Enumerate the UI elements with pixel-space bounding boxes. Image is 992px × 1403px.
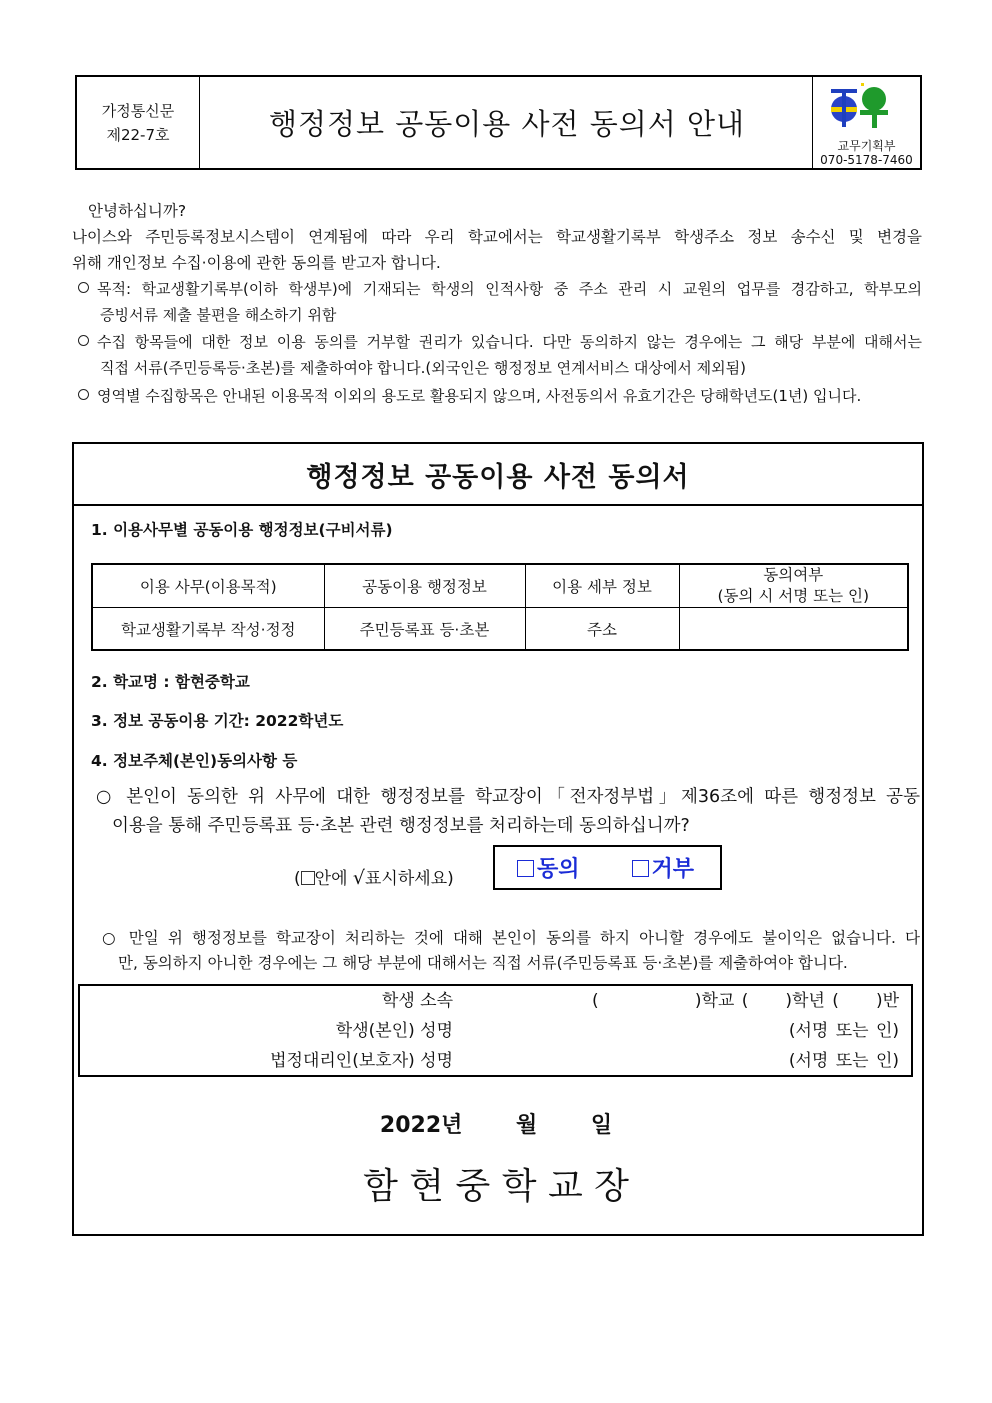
agree-checkbox[interactable] xyxy=(517,852,580,883)
instruction-text-end: 표시하세요) xyxy=(365,869,454,889)
section-2-school: 2. 학교명 : 함현중학교 xyxy=(91,673,250,691)
refuse-checkbox-icon[interactable] xyxy=(632,860,649,877)
checkbox-square-icon xyxy=(301,871,315,885)
header-consent xyxy=(679,564,908,608)
guardian-signature-field[interactable]: (서명 또는 인) xyxy=(788,1051,899,1071)
principal-name: 함 현 중 학 교 장 xyxy=(363,1166,629,1207)
notice-line-2: 만, 동의하지 아니한 경우에는 그 해당 부분에 대해서는 직접 서류(주민등록표 등·초본)를 제출하여야 합니다. xyxy=(118,954,848,972)
refuse-checkbox[interactable] xyxy=(632,852,695,883)
refuse-label: 거부 xyxy=(651,857,695,882)
notice-id-cell xyxy=(77,77,200,168)
student-signature-field[interactable]: (서명 또는 인) xyxy=(788,1021,899,1041)
header-shared-info: 공동이용 행정정보 xyxy=(324,564,525,608)
header-usage: 이용 사무(이용목적) xyxy=(92,564,324,608)
section-3-period: 3. 정보 공동이용 기간: 2022학년도 xyxy=(91,712,344,730)
cell-usage: 학교생활기록부 작성·정정 xyxy=(92,608,324,651)
section-4-heading: 4. 정보주체(본인)동의사항 등 xyxy=(91,752,298,770)
agree-checkbox-icon[interactable] xyxy=(517,860,534,877)
signature-box xyxy=(78,984,913,1077)
consent-title: 행정정보 공동이용 사전 동의서 xyxy=(74,444,922,506)
instruction-paren: ( xyxy=(294,869,301,889)
cell-detail: 주소 xyxy=(525,608,679,651)
bullet-text: 영역별 수집항목은 안내된 이용목적 이외의 용도로 활용되지 않으며, 사전동의서 유효기간은 당해학년도(1년) 입니다. xyxy=(97,387,862,405)
table-row xyxy=(92,608,908,651)
notice-header xyxy=(75,75,922,170)
header-consent-label: 동의여부 xyxy=(763,566,824,584)
check-mark-icon: √ xyxy=(352,867,365,889)
student-class-label: 학생 소속 xyxy=(381,991,453,1011)
header-detail: 이용 세부 정보 xyxy=(525,564,679,608)
section-1-heading: 1. 이용사무별 공동이용 행정정보(구비서류) xyxy=(91,521,393,539)
bullet-text: 수집 항목들에 대한 정보 이용 동의를 거부할 권리가 있습니다. 다만 동의하지 않는 경우에는 그 해당 부분에 대해서는 xyxy=(97,333,922,351)
bullet-text: 목적: 학교생활기록부(이하 학생부)에 기재되는 학생의 인적사항 중 주소 관리 시 교원의 업무를 경감하고, 학부모의 xyxy=(97,280,922,298)
intro-paragraph-line-2: 위해 개인정보 수집·이용에 관한 동의를 받고자 합니다. xyxy=(72,254,441,272)
bullet-rights xyxy=(78,329,922,355)
consent-question-line-2: 이용을 통해 주민등록표 등·초본 관련 행정정보를 처리하는데 동의하십니까? xyxy=(112,816,690,836)
guardian-name-label: 법정대리인(보호자) 성명 xyxy=(270,1051,453,1071)
student-name-row xyxy=(80,1016,911,1046)
table-header-row xyxy=(92,564,908,608)
department-phone: 070-5178-7460 xyxy=(820,153,913,167)
department-name: 교무기획부 xyxy=(837,139,896,153)
school-info-cell xyxy=(812,77,920,168)
notice-line-1: ○ 만일 위 행정정보를 학교장이 처리하는 것에 대해 본인이 동의를 하지 아니할 경우에도 불이익은 없습니다. 다 xyxy=(102,929,920,947)
admin-info-table xyxy=(91,563,909,651)
agree-label: 동의 xyxy=(537,857,580,882)
bullet-purpose-cont: 증빙서류 제출 불편을 해소하기 위함 xyxy=(100,306,337,324)
consent-question-line-1: ○ 본인이 동의한 위 사무에 대한 행정정보를 학교장이「전자정부법」제36조에 따른 행정정보 공동 xyxy=(96,787,920,807)
school-logo-icon xyxy=(827,83,893,131)
bullet-ring-icon xyxy=(78,335,89,346)
bullet-rights-cont: 직접 서류(주민등록등·초본)를 제출하여야 합니다.(외국인은 행정정보 연계서비스 대상에서 제외됨) xyxy=(100,359,746,377)
greeting: 안녕하십니까? xyxy=(88,202,187,220)
form-date: 2022년 월 일 xyxy=(379,1113,613,1138)
document-title: 행정정보 공동이용 사전 동의서 안내 xyxy=(268,107,746,141)
notice-type: 가정통신문 xyxy=(101,101,175,120)
bullet-purpose xyxy=(78,276,922,302)
student-name-label: 학생(본인) 성명 xyxy=(335,1021,453,1041)
bullet-ring-icon xyxy=(78,389,89,400)
notice-number: 제22-7호 xyxy=(106,125,170,144)
guardian-name-row xyxy=(80,1046,911,1076)
cell-signature[interactable] xyxy=(679,608,908,651)
bullet-validity xyxy=(78,383,861,409)
consent-choice-box xyxy=(493,845,722,890)
intro-paragraph-line-1: 나이스와 주민등록정보시스템이 연계됨에 따라 우리 학교에서는 학교생활기록부 학생주소 정보 송수신 및 변경을 xyxy=(72,228,922,246)
student-class-row xyxy=(80,986,911,1016)
checkbox-instruction xyxy=(294,864,454,889)
student-class-field[interactable]: ( )학교 ( )학년 ( )반 xyxy=(592,991,899,1011)
bullet-ring-icon xyxy=(78,282,89,293)
instruction-text: 안에 xyxy=(314,869,353,889)
cell-shared-info: 주민등록표 등·초본 xyxy=(324,608,525,651)
header-consent-note: (동의 시 서명 또는 인) xyxy=(717,587,870,605)
